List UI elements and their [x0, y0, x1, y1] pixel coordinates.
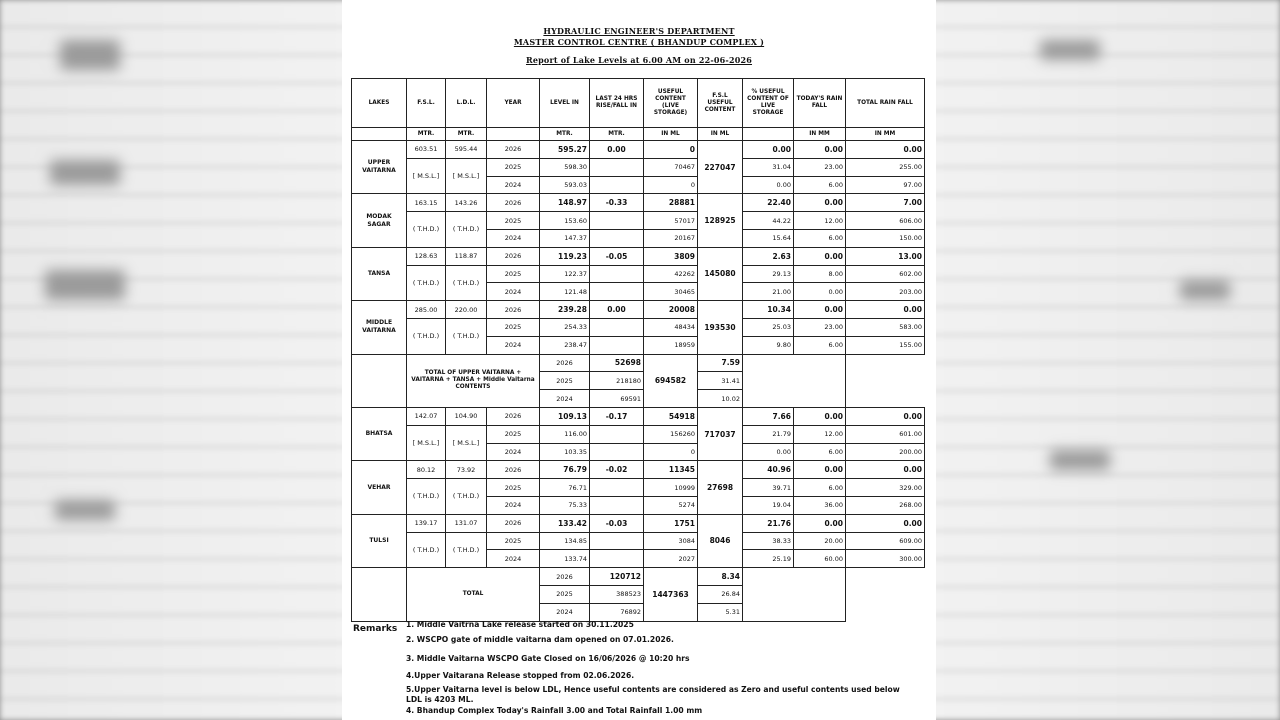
lake-name: VEHAR: [352, 461, 407, 514]
table-row: [352, 407, 925, 425]
total-rainfall-cell: 268.00: [846, 496, 925, 514]
todays-rainfall-cell: 6.00: [794, 443, 846, 461]
useful-content-cell: 70467: [644, 158, 698, 176]
rise-fall-cell: 0.00: [590, 301, 644, 319]
fsl-useful-cell: 717037: [698, 407, 743, 460]
department-title: HYDRAULIC ENGINEER'S DEPARTMENT: [543, 26, 735, 36]
ldl-cell: 595.44: [446, 141, 487, 159]
level-cell: 595.27: [540, 141, 590, 159]
table-row: [352, 194, 925, 212]
rise-fall-cell: 0.00: [590, 141, 644, 159]
useful-content-cell: 0: [644, 176, 698, 194]
total-rainfall-cell: 583.00: [846, 318, 925, 336]
rise-fall-blank: [590, 336, 644, 354]
ldl-datum: ( T.H.D.): [446, 318, 487, 354]
percent-useful-cell: 31.41: [698, 372, 743, 390]
percent-useful-cell: 7.59: [698, 354, 743, 372]
useful-content-cell: 52698: [590, 354, 644, 372]
unit-pct: [743, 128, 794, 141]
fsl-datum: [ M.S.L.]: [407, 158, 446, 194]
col-fsl-useful: F.S.L USEFUL CONTENT: [698, 79, 743, 128]
ldl-cell: 118.87: [446, 247, 487, 265]
ldl-cell: 73.92: [446, 461, 487, 479]
useful-content-cell: 69591: [590, 390, 644, 408]
year-cell: 2024: [487, 336, 540, 354]
year-cell: 2025: [487, 265, 540, 283]
fsl-useful-cell: 145080: [698, 247, 743, 300]
level-cell: 109.13: [540, 407, 590, 425]
total-rainfall-cell: 7.00: [846, 194, 925, 212]
rise-fall-cell: -0.33: [590, 194, 644, 212]
rise-fall-blank: [590, 229, 644, 247]
todays-rainfall-cell: 0.00: [794, 194, 846, 212]
todays-rainfall-cell: 60.00: [794, 550, 846, 568]
todays-rainfall-cell: 12.00: [794, 425, 846, 443]
todays-rainfall-cell: 23.00: [794, 318, 846, 336]
ldl-cell: 220.00: [446, 301, 487, 319]
todays-rainfall-cell: 6.00: [794, 176, 846, 194]
fsl-useful-cell: 8046: [698, 514, 743, 567]
percent-useful-cell: 40.96: [743, 461, 794, 479]
col-useful-content: USEFUL CONTENT (LIVE STORAGE): [644, 79, 698, 128]
level-cell: 598.30: [540, 158, 590, 176]
percent-useful-cell: 19.04: [743, 496, 794, 514]
col-year: YEAR: [487, 79, 540, 128]
useful-content-cell: 0: [644, 443, 698, 461]
lake-name: BHATSA: [352, 407, 407, 460]
total-rainfall-cell: 13.00: [846, 247, 925, 265]
col-level: LEVEL IN: [540, 79, 590, 128]
useful-content-cell: 54918: [644, 407, 698, 425]
percent-useful-cell: 9.80: [743, 336, 794, 354]
table-row: [352, 301, 925, 319]
group-label-blank: [352, 354, 407, 407]
level-cell: 103.35: [540, 443, 590, 461]
useful-content-cell: 20008: [644, 301, 698, 319]
remark-item: 4.Upper Vaitarana Release stopped from 02.06.2026.: [406, 671, 635, 680]
total-rainfall-cell: 602.00: [846, 265, 925, 283]
rise-fall-blank: [590, 425, 644, 443]
total-rainfall-cell: 203.00: [846, 283, 925, 301]
total-rainfall-cell: 329.00: [846, 479, 925, 497]
fsl-useful-cell: 1447363: [644, 568, 698, 621]
level-cell: 76.71: [540, 479, 590, 497]
percent-useful-cell: 22.40: [743, 194, 794, 212]
percent-useful-cell: 38.33: [743, 532, 794, 550]
level-cell: 593.03: [540, 176, 590, 194]
table-row: [352, 479, 925, 497]
group-label-blank: [352, 568, 407, 621]
table-row: [352, 141, 925, 159]
fsl-cell: 80.12: [407, 461, 446, 479]
unit-level: MTR.: [540, 128, 590, 141]
table-row: [352, 318, 925, 336]
rise-fall-cell: -0.03: [590, 514, 644, 532]
rise-fall-blank: [590, 283, 644, 301]
percent-useful-cell: 21.00: [743, 283, 794, 301]
percent-useful-cell: 5.31: [698, 603, 743, 621]
year-cell: 2026: [487, 301, 540, 319]
useful-content-cell: 5274: [644, 496, 698, 514]
ldl-datum: [ M.S.L.]: [446, 158, 487, 194]
todays-rainfall-cell: 0.00: [794, 301, 846, 319]
total-rainfall-cell: 155.00: [846, 336, 925, 354]
col-percent-useful: % USEFUL CONTENT OF LIVE STORAGE: [743, 79, 794, 128]
percent-useful-cell: 8.34: [698, 568, 743, 586]
useful-content-cell: 3084: [644, 532, 698, 550]
total-rainfall-cell: 0.00: [846, 407, 925, 425]
useful-content-cell: 3809: [644, 247, 698, 265]
year-cell: 2026: [487, 247, 540, 265]
centre-title: MASTER CONTROL CENTRE ( BHANDUP COMPLEX ): [513, 37, 765, 47]
level-cell: 133.74: [540, 550, 590, 568]
useful-content-cell: 218180: [590, 372, 644, 390]
percent-useful-cell: 21.76: [743, 514, 794, 532]
todays-rainfall-cell: 0.00: [794, 247, 846, 265]
todays-rainfall-cell: 0.00: [794, 141, 846, 159]
useful-content-cell: 28881: [644, 194, 698, 212]
table-row: [352, 532, 925, 550]
col-todays-rainfall: TODAY'S RAIN FALL: [794, 79, 846, 128]
year-cell: 2025: [487, 425, 540, 443]
ldl-cell: 131.07: [446, 514, 487, 532]
rise-fall-blank: [590, 479, 644, 497]
percent-useful-cell: 44.22: [743, 212, 794, 230]
grand-total-label: TOTAL: [407, 568, 540, 621]
unit-ldl: MTR.: [446, 128, 487, 141]
level-cell: 76.79: [540, 461, 590, 479]
todays-rainfall-cell: 20.00: [794, 532, 846, 550]
percent-useful-cell: 26.84: [698, 585, 743, 603]
lake-name: UPPER VAITARNA: [352, 141, 407, 194]
year-cell: 2025: [487, 318, 540, 336]
fsl-datum: [ M.S.L.]: [407, 425, 446, 461]
useful-content-cell: 1751: [644, 514, 698, 532]
level-cell: 238.47: [540, 336, 590, 354]
lake-name: MODAK SAGAR: [352, 194, 407, 247]
year-cell: 2026: [487, 407, 540, 425]
useful-content-cell: 18959: [644, 336, 698, 354]
rise-fall-blank: [590, 496, 644, 514]
lake-name: TULSI: [352, 514, 407, 567]
level-cell: 148.97: [540, 194, 590, 212]
year-cell: 2026: [487, 514, 540, 532]
percent-useful-cell: 29.13: [743, 265, 794, 283]
remarks-heading: Remarks: [353, 624, 398, 634]
year-cell: 2024: [487, 283, 540, 301]
unit-total-rain: IN MM: [846, 128, 925, 141]
useful-content-cell: 30465: [644, 283, 698, 301]
table-row: [352, 514, 925, 532]
useful-content-cell: 48434: [644, 318, 698, 336]
percent-useful-cell: 10.34: [743, 301, 794, 319]
ldl-cell: 104.90: [446, 407, 487, 425]
useful-content-cell: 156260: [644, 425, 698, 443]
level-cell: 121.48: [540, 283, 590, 301]
year-cell: 2024: [487, 550, 540, 568]
ldl-datum: ( T.H.D.): [446, 479, 487, 515]
rise-fall-blank: [590, 318, 644, 336]
total-rainfall-cell: 0.00: [846, 301, 925, 319]
year-cell: 2025: [487, 532, 540, 550]
useful-content-cell: 10999: [644, 479, 698, 497]
todays-rainfall-cell: 6.00: [794, 229, 846, 247]
ldl-datum: ( T.H.D.): [446, 532, 487, 568]
year-cell: 2026: [487, 461, 540, 479]
unit-useful: IN ML: [644, 128, 698, 141]
table-row: [352, 425, 925, 443]
rise-fall-blank: [590, 265, 644, 283]
year-cell: 2024: [487, 176, 540, 194]
todays-rainfall-cell: 0.00: [794, 283, 846, 301]
todays-rainfall-cell: 0.00: [794, 514, 846, 532]
todays-rainfall-cell: 6.00: [794, 479, 846, 497]
year-cell: 2026: [540, 568, 590, 586]
percent-useful-cell: 10.02: [698, 390, 743, 408]
ldl-cell: 143.26: [446, 194, 487, 212]
lake-levels-table: [351, 78, 925, 622]
level-cell: 133.42: [540, 514, 590, 532]
total-rainfall-cell: 150.00: [846, 229, 925, 247]
percent-useful-cell: 25.19: [743, 550, 794, 568]
rain-blank: [743, 354, 846, 407]
column-header-row: [352, 79, 925, 128]
fsl-useful-cell: 27698: [698, 461, 743, 514]
unit-lakes: [352, 128, 407, 141]
todays-rainfall-cell: 0.00: [794, 461, 846, 479]
fsl-datum: ( T.H.D.): [407, 318, 446, 354]
report-document: [342, 0, 936, 720]
useful-content-cell: 388523: [590, 585, 644, 603]
table-row: [352, 158, 925, 176]
remark-item: 1. Middle Vaitrna Lake release started on 30.11.2025: [406, 620, 634, 629]
total-rainfall-cell: 606.00: [846, 212, 925, 230]
fsl-useful-cell: 128925: [698, 194, 743, 247]
level-cell: 122.37: [540, 265, 590, 283]
level-cell: 147.37: [540, 229, 590, 247]
fsl-cell: 128.63: [407, 247, 446, 265]
level-cell: 134.85: [540, 532, 590, 550]
year-cell: 2025: [540, 372, 590, 390]
rise-fall-cell: -0.05: [590, 247, 644, 265]
col-lakes: LAKES: [352, 79, 407, 128]
useful-content-cell: 120712: [590, 568, 644, 586]
units-row: [352, 128, 925, 141]
unit-fsl: MTR.: [407, 128, 446, 141]
table-body: [352, 141, 925, 622]
rain-blank: [743, 568, 846, 621]
rise-fall-blank: [590, 176, 644, 194]
percent-useful-cell: 7.66: [743, 407, 794, 425]
useful-content-cell: 0: [644, 141, 698, 159]
year-cell: 2025: [487, 158, 540, 176]
percent-useful-cell: 0.00: [743, 141, 794, 159]
remark-item: 2. WSCPO gate of middle vaitarna dam opened on 07.01.2026.: [406, 635, 674, 644]
fsl-datum: ( T.H.D.): [407, 532, 446, 568]
year-cell: 2025: [487, 212, 540, 230]
year-cell: 2026: [487, 194, 540, 212]
year-cell: 2025: [487, 479, 540, 497]
percent-useful-cell: 31.04: [743, 158, 794, 176]
todays-rainfall-cell: 6.00: [794, 336, 846, 354]
total-rainfall-cell: 0.00: [846, 514, 925, 532]
rise-fall-cell: -0.17: [590, 407, 644, 425]
total-rainfall-cell: 300.00: [846, 550, 925, 568]
level-cell: 254.33: [540, 318, 590, 336]
remark-item: 4. Bhandup Complex Today's Rainfall 3.00 and Total Rainfall 1.00 mm: [406, 706, 703, 715]
todays-rainfall-cell: 36.00: [794, 496, 846, 514]
rise-fall-blank: [590, 443, 644, 461]
total-rainfall-cell: 97.00: [846, 176, 925, 194]
total-rainfall-cell: 255.00: [846, 158, 925, 176]
col-rise-fall: LAST 24 HRS RISE/FALL IN: [590, 79, 644, 128]
report-title: Report of Lake Levels at 6.00 AM on 22-06-2026: [525, 55, 753, 65]
rise-fall-blank: [590, 550, 644, 568]
fsl-useful-cell: 694582: [644, 354, 698, 407]
table-row: [352, 247, 925, 265]
unit-today-rain: IN MM: [794, 128, 846, 141]
table-row: [352, 265, 925, 283]
fsl-datum: ( T.H.D.): [407, 265, 446, 301]
todays-rainfall-cell: 23.00: [794, 158, 846, 176]
fsl-cell: 285.00: [407, 301, 446, 319]
ldl-datum: ( T.H.D.): [446, 212, 487, 248]
fsl-cell: 139.17: [407, 514, 446, 532]
percent-useful-cell: 21.79: [743, 425, 794, 443]
total-rainfall-cell: 609.00: [846, 532, 925, 550]
col-ldl: L.D.L.: [446, 79, 487, 128]
total-rainfall-cell: 200.00: [846, 443, 925, 461]
total-rainfall-cell: 0.00: [846, 141, 925, 159]
col-total-rainfall: TOTAL RAIN FALL: [846, 79, 925, 128]
unit-rise: MTR.: [590, 128, 644, 141]
ldl-datum: [ M.S.L.]: [446, 425, 487, 461]
remark-item: 3. Middle Vaitarna WSCPO Gate Closed on 16/06/2026 @ 10:20 hrs: [406, 654, 690, 663]
fsl-cell: 163.15: [407, 194, 446, 212]
table-row: [352, 568, 925, 586]
year-cell: 2026: [487, 141, 540, 159]
percent-useful-cell: 39.71: [743, 479, 794, 497]
fsl-useful-cell: 227047: [698, 141, 743, 194]
todays-rainfall-cell: 12.00: [794, 212, 846, 230]
year-cell: 2024: [487, 496, 540, 514]
year-cell: 2024: [540, 390, 590, 408]
percent-useful-cell: 2.63: [743, 247, 794, 265]
table-row: [352, 354, 925, 372]
useful-content-cell: 57017: [644, 212, 698, 230]
rise-fall-cell: -0.02: [590, 461, 644, 479]
percent-useful-cell: 15.64: [743, 229, 794, 247]
table-row: [352, 212, 925, 230]
useful-content-cell: 76892: [590, 603, 644, 621]
col-fsl: F.S.L.: [407, 79, 446, 128]
percent-useful-cell: 0.00: [743, 443, 794, 461]
level-cell: 75.33: [540, 496, 590, 514]
remark-item: 5.Upper Vaitarna level is below LDL, Hence useful contents are considered as Zero and useful contents used below LDL is 4203 ML.: [406, 685, 900, 704]
fsl-cell: 603.51: [407, 141, 446, 159]
fsl-useful-cell: 193530: [698, 301, 743, 354]
todays-rainfall-cell: 0.00: [794, 407, 846, 425]
year-cell: 2024: [487, 229, 540, 247]
year-cell: 2026: [540, 354, 590, 372]
useful-content-cell: 42262: [644, 265, 698, 283]
subtotal-label: TOTAL OF UPPER VAITARNA + VAITARNA + TANSA + Middle Vaitarna CONTENTS: [407, 354, 540, 407]
useful-content-cell: 2027: [644, 550, 698, 568]
level-cell: 119.23: [540, 247, 590, 265]
table-row: [352, 461, 925, 479]
rise-fall-blank: [590, 532, 644, 550]
unit-year: [487, 128, 540, 141]
rise-fall-blank: [590, 158, 644, 176]
level-cell: 239.28: [540, 301, 590, 319]
level-cell: 153.60: [540, 212, 590, 230]
useful-content-cell: 20167: [644, 229, 698, 247]
year-cell: 2025: [540, 585, 590, 603]
total-rainfall-cell: 0.00: [846, 461, 925, 479]
level-cell: 116.00: [540, 425, 590, 443]
ldl-datum: ( T.H.D.): [446, 265, 487, 301]
lake-name: MIDDLE VAITARNA: [352, 301, 407, 354]
rise-fall-blank: [590, 212, 644, 230]
fsl-datum: ( T.H.D.): [407, 212, 446, 248]
fsl-cell: 142.07: [407, 407, 446, 425]
unit-fsl-useful: IN ML: [698, 128, 743, 141]
percent-useful-cell: 25.03: [743, 318, 794, 336]
percent-useful-cell: 0.00: [743, 176, 794, 194]
year-cell: 2024: [487, 443, 540, 461]
year-cell: 2024: [540, 603, 590, 621]
total-rainfall-cell: 601.00: [846, 425, 925, 443]
lake-name: TANSA: [352, 247, 407, 300]
fsl-datum: ( T.H.D.): [407, 479, 446, 515]
useful-content-cell: 11345: [644, 461, 698, 479]
todays-rainfall-cell: 8.00: [794, 265, 846, 283]
